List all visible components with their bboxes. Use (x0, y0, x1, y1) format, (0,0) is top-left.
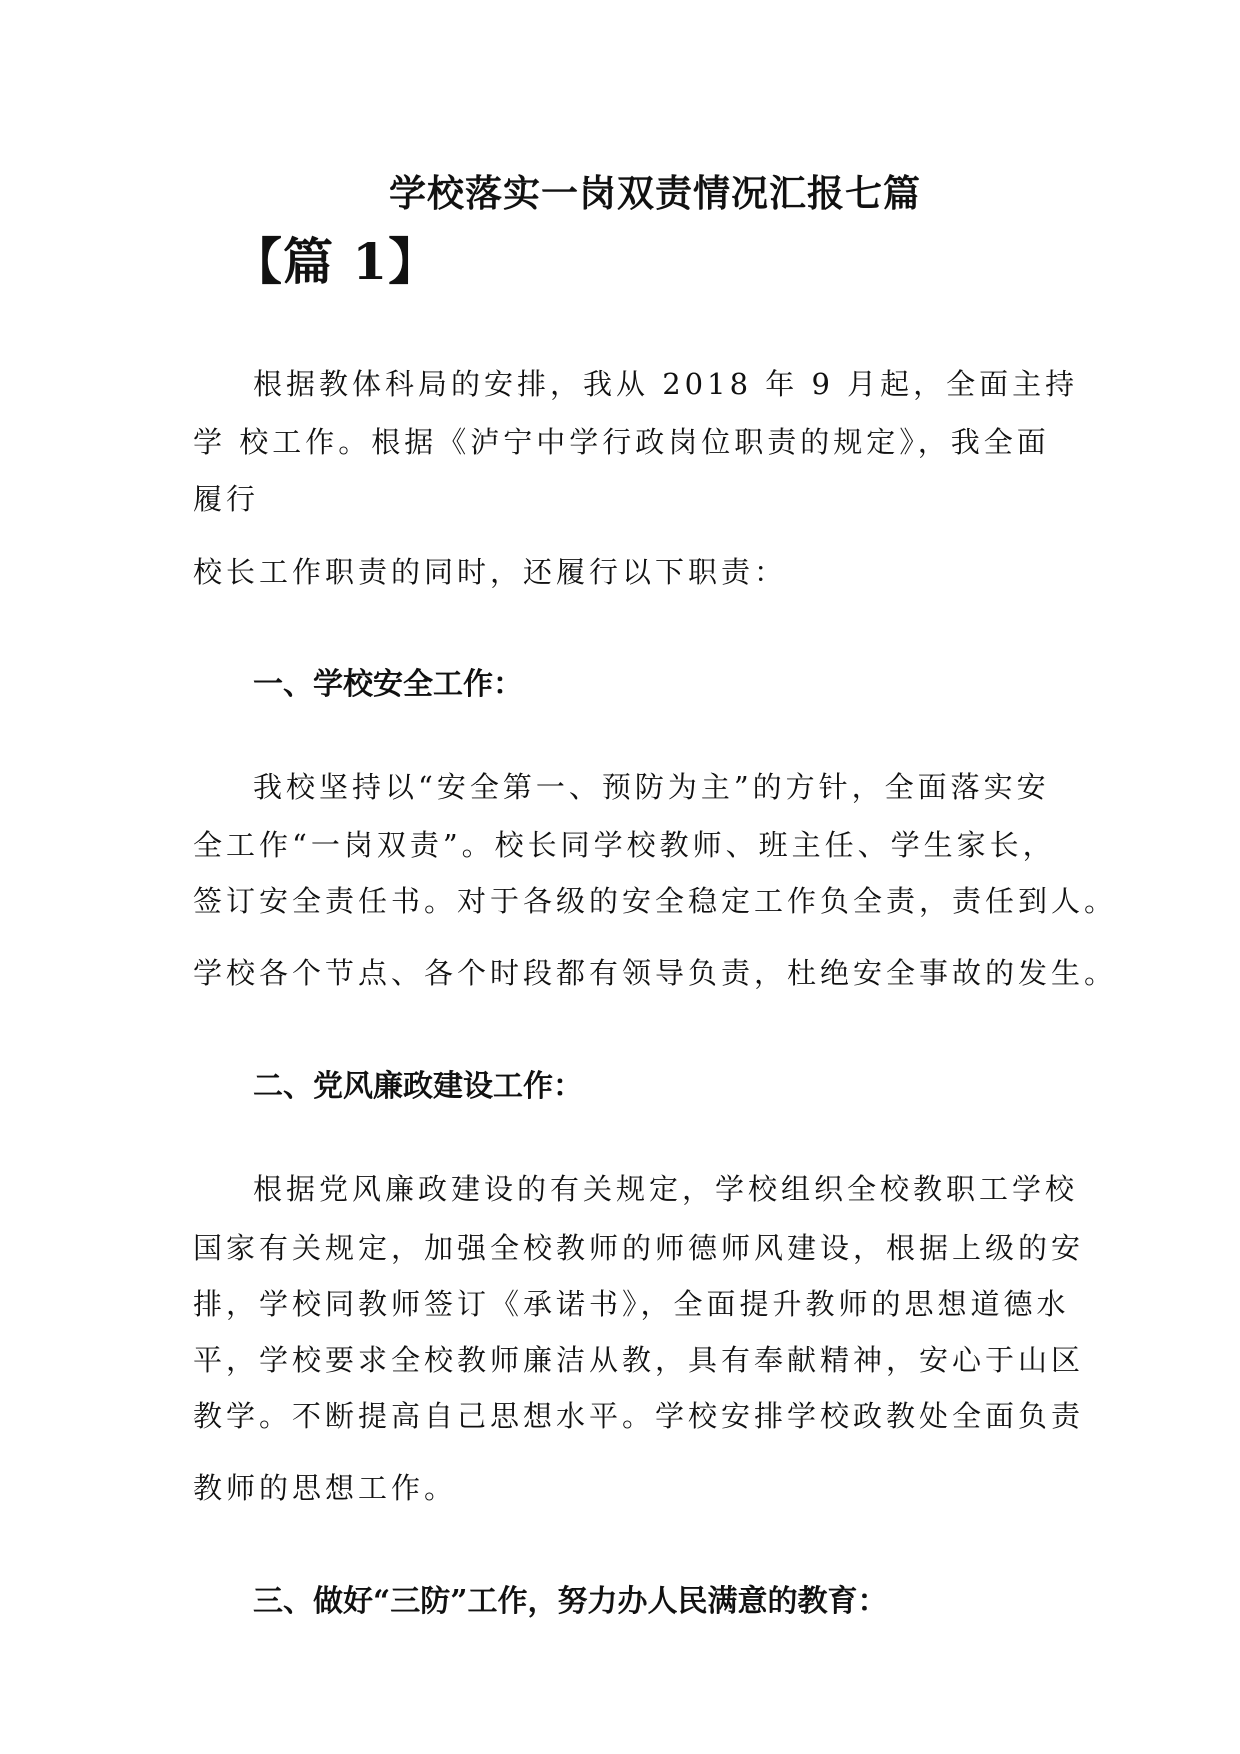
section-1-heading: 一、学校安全工作： (253, 667, 523, 702)
section-2-heading: 二、党风廉政建设工作： (253, 1069, 583, 1104)
intro-line-4: 校长工作职责的同时，还履行以下职责： (193, 555, 788, 589)
intro-line-2: 学 校工作。根据《泸宁中学行政岗位职责的规定》，我全面 (193, 425, 1050, 459)
document-title: 学校落实一岗双责情况汇报七篇 (389, 171, 921, 215)
section-2-line-3: 排，学校同教师签订《承诺书》，全面提升教师的思想道德水 (193, 1287, 1070, 1321)
intro-line-1: 根据教体科局的安排，我从 2018 年 9 月起，全面主持 (253, 367, 1079, 401)
section-3-heading: 三、做好“三防”工作，努力办人民满意的教育： (253, 1584, 888, 1619)
section-1-line-1: 我校坚持以“安全第一、预防为主”的方针，全面落实安 (253, 770, 1050, 804)
section-1-line-4: 学校各个节点、各个时段都有领导负责，杜绝安全事故的发生。 (193, 956, 1118, 990)
section-2-line-6: 教师的思想工作。 (193, 1471, 458, 1505)
section-2-line-2: 国家有关规定，加强全校教师的师德师风建设，根据上级的安 (193, 1231, 1085, 1265)
intro-line-3: 履行 (193, 482, 260, 516)
section-2-line-1: 根据党风廉政建设的有关规定，学校组织全校教职工学校 (253, 1172, 1079, 1206)
chapter-heading: 【篇 1】 (232, 232, 440, 291)
section-2-line-4: 平，学校要求全校教师廉洁从教，具有奉献精神，安心于山区 (193, 1343, 1085, 1377)
section-1-line-3: 签订安全责任书。对于各级的安全稳定工作负全责，责任到人。 (193, 884, 1118, 918)
section-2-line-5: 教学。不断提高自己思想水平。学校安排学校政教处全面负责 (193, 1399, 1085, 1433)
section-1-line-2: 全工作“一岗双责”。校长同学校教师、班主任、学生家长， (193, 828, 1056, 862)
